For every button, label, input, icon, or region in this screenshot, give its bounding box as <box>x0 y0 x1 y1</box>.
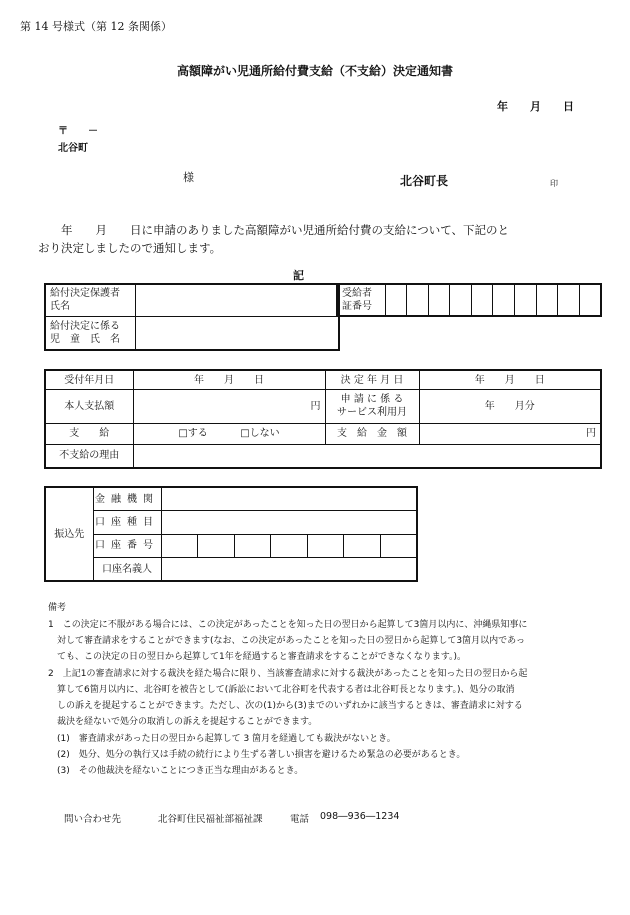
decision-date-value[interactable]: 年 月 日 <box>419 370 601 390</box>
account-holder-value[interactable] <box>161 558 417 582</box>
note-line: ても、この決定の日の翌日から起算して1年を経過すると審査請求をすることができなくなります。)。 <box>48 652 467 662</box>
child-label: 給付決定に係る 児 童 氏 名 <box>45 316 135 350</box>
issue-date: 年 月 日 <box>497 100 574 113</box>
note-line: (3) その他裁決を経ないことにつき正当な理由があるとき。 <box>48 766 304 776</box>
account-digit[interactable] <box>344 534 381 558</box>
recipient-digit[interactable] <box>471 284 493 316</box>
recipient-digit[interactable] <box>428 284 450 316</box>
recipient-digit[interactable] <box>579 284 601 316</box>
account-digit[interactable] <box>307 534 344 558</box>
reason-label: 不支給の理由 <box>45 444 133 468</box>
ki-marker: 記 <box>293 269 304 282</box>
contact-label: 問い合わせ先 <box>64 814 122 825</box>
seal-mark: 印 <box>550 179 558 188</box>
recipient-digit[interactable] <box>407 284 429 316</box>
transfer-label: 振込先 <box>45 487 93 581</box>
receipt-date-label: 受付年月日 <box>45 370 133 390</box>
account-number-label: 口座番号 <box>93 534 161 558</box>
account-digit[interactable] <box>380 534 417 558</box>
transfer-table <box>44 486 418 582</box>
recipient-digit[interactable] <box>493 284 515 316</box>
account-digit[interactable] <box>198 534 235 558</box>
account-digit[interactable] <box>271 534 308 558</box>
note-line: 対して審査請求をすることができます(なお、この決定があったことを知った日の翌日から起算して3箇月以内であっ <box>48 636 526 646</box>
note-line: (2) 処分、処分の執行又は手続の続行により生ずる著しい損害を避けるため緊急の必要があるとき。 <box>48 750 466 760</box>
service-month-label: 申 請 に 係 る サービス利用月 <box>325 390 419 423</box>
issuer-name: 北谷町長 <box>400 174 449 188</box>
bank-label: 金融機関 <box>93 487 161 511</box>
note-line: 算して6箇月以内に、北谷町を被告として(訴訟において北谷町を代表する者は北谷町長となります。)、処分の取消 <box>48 685 515 695</box>
account-holder-label: 口座名義人 <box>93 558 161 582</box>
postal-code: 〒 － <box>58 126 98 137</box>
account-digit[interactable] <box>161 534 198 558</box>
guardian-name-cell[interactable] <box>135 284 339 316</box>
receipt-date-value[interactable]: 年 月 日 <box>133 370 325 390</box>
contact-phone: 098―936―1234 <box>320 811 400 822</box>
option-yes-checkbox[interactable]: □する <box>178 428 208 440</box>
intro-line-2: おり決定しましたので通知します。 <box>38 241 222 255</box>
account-digit[interactable] <box>234 534 271 558</box>
recipient-digit[interactable] <box>385 284 407 316</box>
payment-options <box>133 423 325 444</box>
note-line: 1 この決定に不服がある場合には、この決定があったことを知った日の翌日から起算して3箇月以内に、沖縄県知事に <box>48 620 528 630</box>
reason-value[interactable] <box>133 444 601 468</box>
payment-sum-label: 支 給 金 額 <box>325 423 419 444</box>
option-no-checkbox[interactable]: □しない <box>240 428 280 440</box>
intro-line-1: 年 月 日に申請のありました高額障がい児通所給付費の支給について、下記のと <box>38 223 510 237</box>
contact-phone-label: 電話 <box>290 814 310 825</box>
recipient-digit[interactable] <box>450 284 472 316</box>
decision-date-label: 決 定 年 月 日 <box>325 370 419 390</box>
child-name-cell[interactable] <box>135 316 339 350</box>
notes-heading: 備考 <box>48 603 67 613</box>
note-line: しの訴えを提起することができます。ただし、次の(1)から(3)までのいずれかに該当するときは、審査請求に対する <box>48 701 523 711</box>
note-line: 2 上記1の審査請求に対する裁決を経た場合に限り、当該審査請求に対する裁決があったことを知った日の翌日から起 <box>48 669 528 679</box>
recipient-digit[interactable] <box>536 284 558 316</box>
account-type-value[interactable] <box>161 511 417 535</box>
recipient-number-table <box>336 283 602 317</box>
recipient-digit[interactable] <box>515 284 537 316</box>
service-month-value[interactable]: 年 月分 <box>419 390 601 423</box>
honorific-sama: 様 <box>183 171 194 184</box>
contact-department: 北谷町住民福祉部福祉課 <box>158 814 263 825</box>
account-type-label: 口座種目 <box>93 511 161 535</box>
guardian-table <box>44 283 340 351</box>
recipient-digit[interactable] <box>558 284 580 316</box>
form-number: 第 14 号様式（第 12 条関係） <box>20 20 172 33</box>
payment-sum-value[interactable]: 円 <box>419 423 601 444</box>
decision-table <box>44 369 602 469</box>
note-line: 裁決を経ないで処分の取消しの訴えを提起することができます。 <box>48 717 318 727</box>
payment-amount-label: 本人支払額 <box>45 390 133 423</box>
recipient-address: 北谷町 <box>58 143 88 154</box>
recipient-number-label: 受給者 証番号 <box>337 284 385 316</box>
bank-value[interactable] <box>161 487 417 511</box>
guardian-label: 給付決定保護者 氏名 <box>45 284 135 316</box>
payment-label: 支 給 <box>45 423 133 444</box>
note-line: (1) 審査請求があった日の翌日から起算して 3 箇月を経過しても裁決がないとき。 <box>48 734 396 744</box>
payment-amount-value[interactable]: 円 <box>133 390 325 423</box>
document-title: 高額障がい児通所給付費支給（不支給）決定通知書 <box>176 64 453 78</box>
